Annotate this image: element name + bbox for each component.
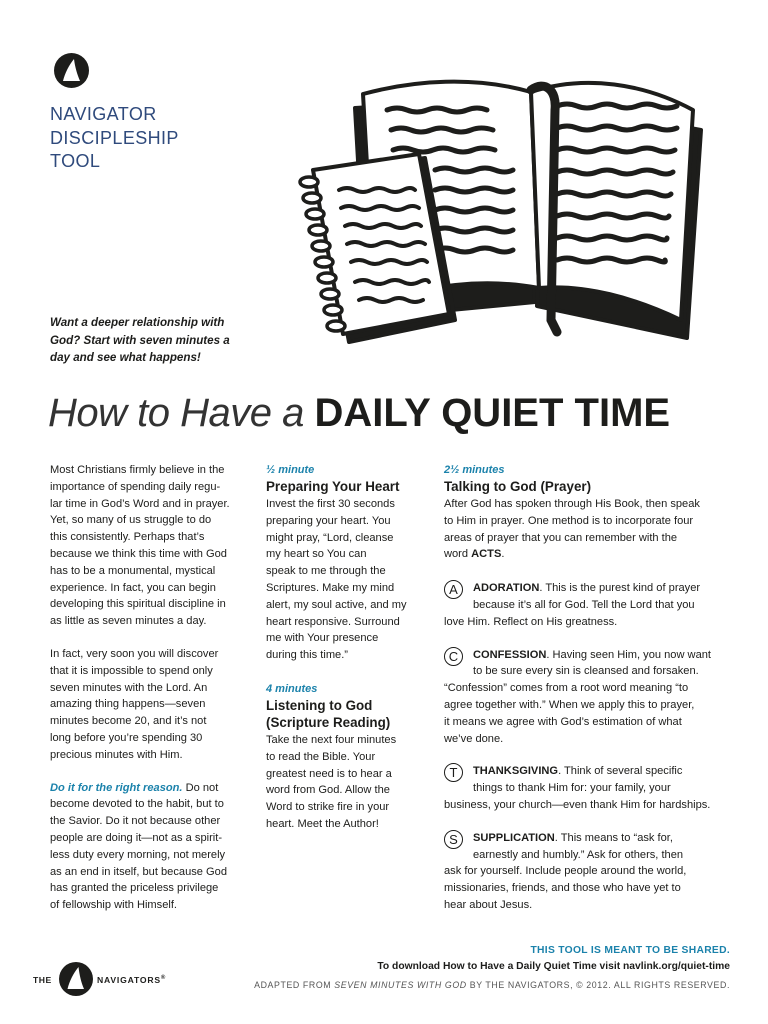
acts-thanksgiving: T THANKSGIVING. Think of several specific things to thank Him for: your family, your business, your church—even thank Him for hardships.: [444, 765, 711, 811]
intro-paragraph-3: Do it for the right reason. Do not become devoted to the habit, but to the Savior. Do it not because other people are doing it—not as a spirit- less duty every morning, not merely as an end in itself, but because God has granted the priceless privilege of fellowship with Himself.: [50, 781, 228, 912]
section-time: 4 minutes: [266, 682, 318, 695]
intro-column: [50, 462, 246, 914]
prayer-column: [444, 462, 728, 914]
steps-column: [266, 462, 424, 833]
navigators-logo-icon: [58, 961, 94, 997]
section-preparing-heart: ½ minute Preparing Your Heart Invest the first 30 seconds preparing your heart. You might pray, “Lord, cleanse my heart so You can speak to me through the Scriptures. Make my mind alert, my soul active, and my heart responsive. Surround me with Your presence during this time.”: [266, 462, 424, 664]
letter-c-badge: C: [444, 647, 463, 666]
intro-paragraph-1: Most Christians firmly believe in the importance of spending daily regu- lar time in God’s Word and in prayer. Yet, so many of us struggle to do this consistently. Perhaps that’s because we think this time with God has to be a monumental, mystical experience. In fact, you can begin developing this spiritual discipline in as little as seven minutes a day.: [50, 464, 230, 628]
footer-logo: THE NAVIGATORS®: [33, 961, 173, 997]
section-time: 2½ minutes: [444, 464, 505, 476]
footer-info: [254, 943, 730, 993]
letter-s-badge: S: [444, 830, 463, 849]
section-listening-to-god: 4 minutes Listening to God (Scripture Reading) Take the next four minutes to read the Bible. Your greatest need is to hear a word from God. Allow the Word to strike fire in your heart. Meet the Author!: [266, 681, 424, 833]
page-title-bold: DAILY QUIET TIME: [314, 391, 671, 435]
acts-adoration: A ADORATION. This is the purest kind of prayer because it’s all for God. Tell the Lord that you love Him. Reflect on His greatness.: [444, 582, 701, 628]
navigators-logo-icon: [53, 52, 90, 89]
letter-a-badge: A: [444, 580, 463, 599]
section-title: Listening to God (Scripture Reading): [266, 697, 391, 730]
acts-supplication: S SUPPLICATION. This means to “ask for, earnestly and humbly.” Ask for others, then ask for yourself. Include people around the world, missionaries, friends, and those who have yet to hear about Jesus.: [444, 831, 687, 911]
acts-confession: C CONFESSION. Having seen Him, you now want to be sure every sin is cleansed and forsaken. “Confession” comes from a root word meaning “to agree together with.” When we apply this to prayer, it means we agree with God’s estimation of what we’ve done.: [444, 648, 711, 745]
tagline: Want a deeper relationship with God? Start with seven minutes a day and see what happens!: [50, 316, 230, 364]
share-note: THIS TOOL IS MEANT TO BE SHARED.: [530, 945, 730, 956]
intro-paragraph-2: In fact, very soon you will discover that it is impossible to spend only seven minutes with the Lord. An amazing thing happens—seven minutes become 20, and it’s not long before you’re spending 30 precious minutes with Him.: [50, 647, 219, 761]
section-title: Preparing Your Heart: [266, 479, 400, 494]
section-title: Talking to God (Prayer): [444, 479, 592, 494]
section-talking-to-god: 2½ minutes Talking to God (Prayer) After God has spoken through His Book, then speak to Him in prayer. One method is to incorporate four areas of prayer that you can remember with the word ACTS.: [444, 462, 728, 563]
download-link-text[interactable]: To download How to Have a Daily Quiet Time visit navlink.org/quiet-time: [377, 961, 730, 972]
section-time: ½ minute: [266, 464, 315, 476]
page-title-light: How to Have a: [48, 391, 304, 435]
letter-t-badge: T: [444, 763, 463, 782]
credit-line: ADAPTED FROM SEVEN MINUTES WITH GOD BY THE NAVIGATORS, © 2012. ALL RIGHTS RESERVED.: [254, 980, 730, 990]
brand-title: NAVIGATOR DISCIPLESHIP TOOL: [50, 104, 179, 171]
page-title: [48, 388, 748, 438]
bible-notepad-illustration: [295, 70, 715, 350]
